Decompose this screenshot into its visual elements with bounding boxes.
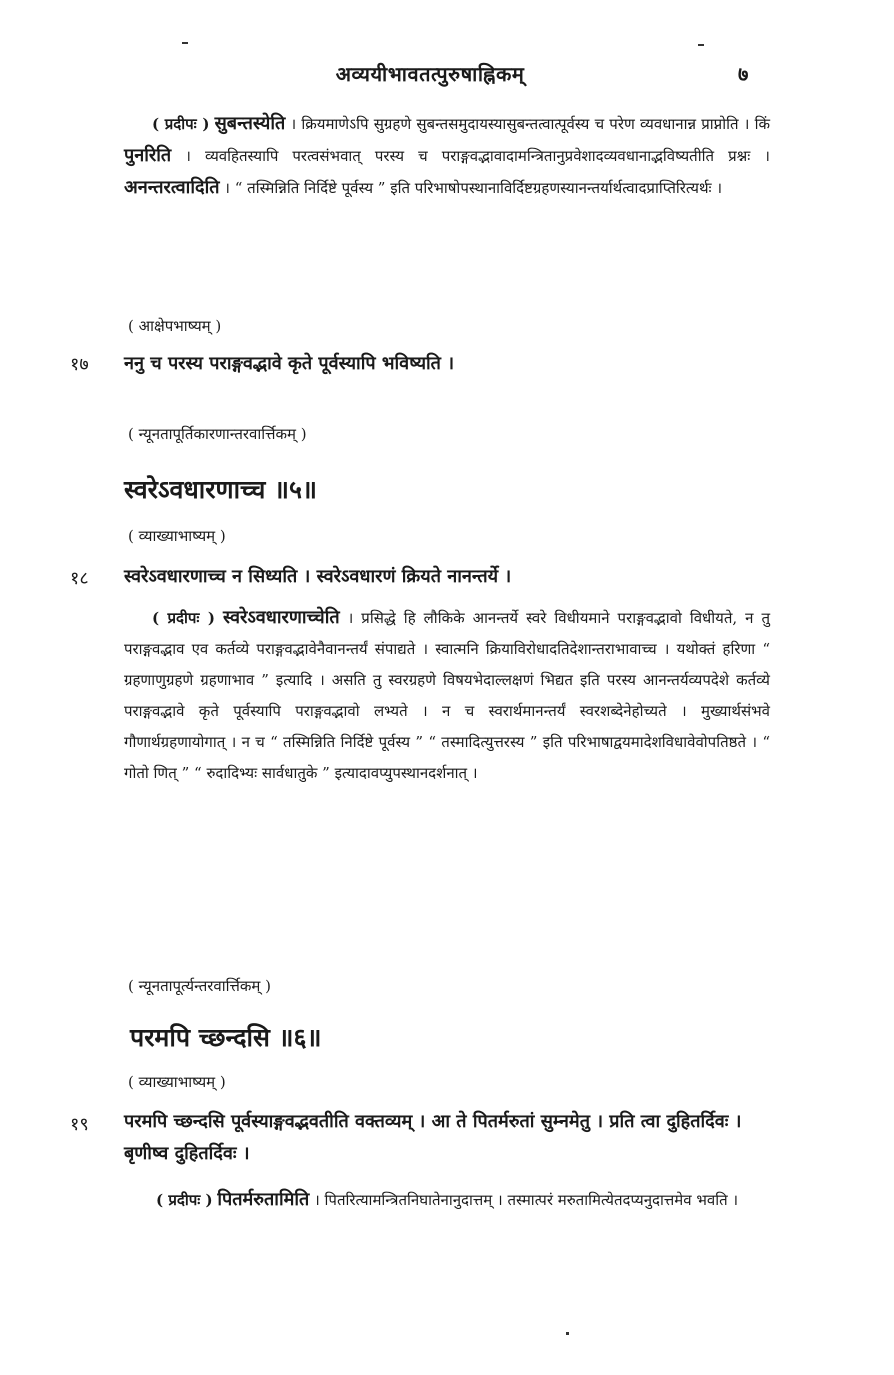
pradipa-commentary-2 bbox=[124, 602, 770, 789]
paragraph-number: १९ bbox=[70, 1114, 89, 1135]
section-tag: ( व्याख्याभाष्यम् ) bbox=[128, 527, 226, 545]
pratika-keyword: पुनरिति bbox=[124, 145, 172, 166]
section-tag: ( आक्षेपभाष्यम् ) bbox=[128, 317, 222, 335]
pratika-keyword: सुबन्तस्येति bbox=[214, 113, 286, 134]
pradipa-label: ( प्रदीपः ) bbox=[156, 1191, 213, 1209]
pradipa-commentary-1 bbox=[124, 108, 770, 204]
paragraph-number: १८ bbox=[70, 568, 89, 589]
page-number: ७ bbox=[738, 62, 749, 86]
scan-speck bbox=[566, 1332, 569, 1335]
paragraph-number: १७ bbox=[70, 354, 89, 375]
pradipa-label: ( प्रदीपः ) bbox=[152, 115, 210, 133]
pratika-keyword: अनन्तरत्वादिति bbox=[124, 177, 220, 198]
pratika-keyword: पितर्मरुतामिति bbox=[217, 1189, 310, 1210]
bhashya-text: स्वरेऽवधारणाच्च न सिध्यति । स्वरेऽवधारणं क्रियते नानन्तर्ये । bbox=[124, 566, 512, 587]
bhashya-text: ननु च परस्य पराङ्गवद्भावे कृते पूर्वस्यापि भविष्यति । bbox=[124, 353, 455, 374]
vartika-sutra: स्वरेऽवधारणाच्च ॥५॥ bbox=[124, 475, 318, 504]
pradipa-label: ( प्रदीपः ) bbox=[152, 609, 215, 627]
section-tag: ( न्यूनतापूर्तिकारणान्तरवार्त्तिकम् ) bbox=[128, 425, 307, 443]
commentary-text: । पितरित्यामन्त्रितनिघातेनानुदात्तम् । तस्मात्परं मरुतामित्येतदप्यनुदात्तमेव भवति । bbox=[309, 1191, 739, 1209]
pradipa-commentary-3 bbox=[124, 1184, 770, 1216]
scan-speck bbox=[182, 42, 188, 44]
commentary-text: । व्यवहितस्यापि परत्वसंभवात् परस्य च पराङ्गवद्भावादामन्त्रितानुप्रवेशादव्यवधानाद्भविष्यतीति प्रश्नः । bbox=[171, 147, 770, 165]
vartika-sutra: परमपि च्छन्दसि ॥६॥ bbox=[130, 1023, 322, 1052]
page-header-title: अव्ययीभावतत्पुरुषाह्निकम् bbox=[335, 62, 525, 86]
commentary-text: । “ तस्मिन्निति निर्दिष्टे पूर्वस्य ” इति परिभाषोपस्थानाविर्दिष्टग्रहणस्यानन्तर्यार्थत्वादप्राप्तिरित्यर्थः । bbox=[219, 179, 723, 197]
commentary-text: । प्रसिद्धे हि लौकिके आनन्तर्ये स्वरे विधीयमाने पराङ्गवद्भावो विधीयते, न तु पराङ्गवद्भाव एव कर्तव्ये पराङ्गवद्भावेनैवानन्तर्यं संपाद्यते । स्वात्मनि क्रियाविरोधादतिदेशान्तराभावाच्च । यथोक्तं हरिणा “ ग्रहणाणुग्रहणे ग्रहणाभाव ” इत्यादि । असति तु स्वरग्रहणे विषयभेदाल्लक्षणं भिद्यत इति परस्य आनन्तर्यव्यपदेशे कर्तव्ये पराङ्गवद्भावे कृते पूर्वस्यापि पराङ्गवद्भावो लभ्यते । न च स्वरार्थमानन्तर्यं स्वरशब्देनेहोच्यते । मुख्यार्थसंभवे गौणार्थग्रहणायोगात् । न च “ तस्मिन्निति निर्दिष्टे पूर्वस्य ” “ तस्मादित्युत्तरस्य ” इति परिभाषाद्वयमादेशविधावेवोपतिष्ठते । “ गोतो णित् ” “ रुदादिभ्यः सार्वधातुके ” इत्यादावप्युपस्थानदर्शनात् । bbox=[124, 609, 771, 782]
section-tag: ( न्यूनतापूर्त्यन्तरवार्त्तिकम् ) bbox=[128, 977, 271, 995]
section-tag: ( व्याख्याभाष्यम् ) bbox=[128, 1073, 226, 1091]
commentary-text: । क्रियमाणेऽपि सुग्रहणे सुबन्तसमुदायस्यासुबन्तत्वात्पूर्वस्य च परेण व्यवधानान्न प्राप्नोति । किं bbox=[285, 115, 770, 133]
scan-speck bbox=[698, 44, 704, 46]
bhashya-text: परमपि च्छन्दसि पूर्वस्याङ्गवद्भवतीति वक्तव्यम् । आ ते पितर्मरुतां सुम्नमेतु । प्रति त्वा दुहितर्दिवः । बृणीष्व दुहितर्दिवः । bbox=[124, 1111, 742, 1164]
pratika-keyword: स्वरेऽवधारणाच्चेति bbox=[222, 607, 340, 628]
